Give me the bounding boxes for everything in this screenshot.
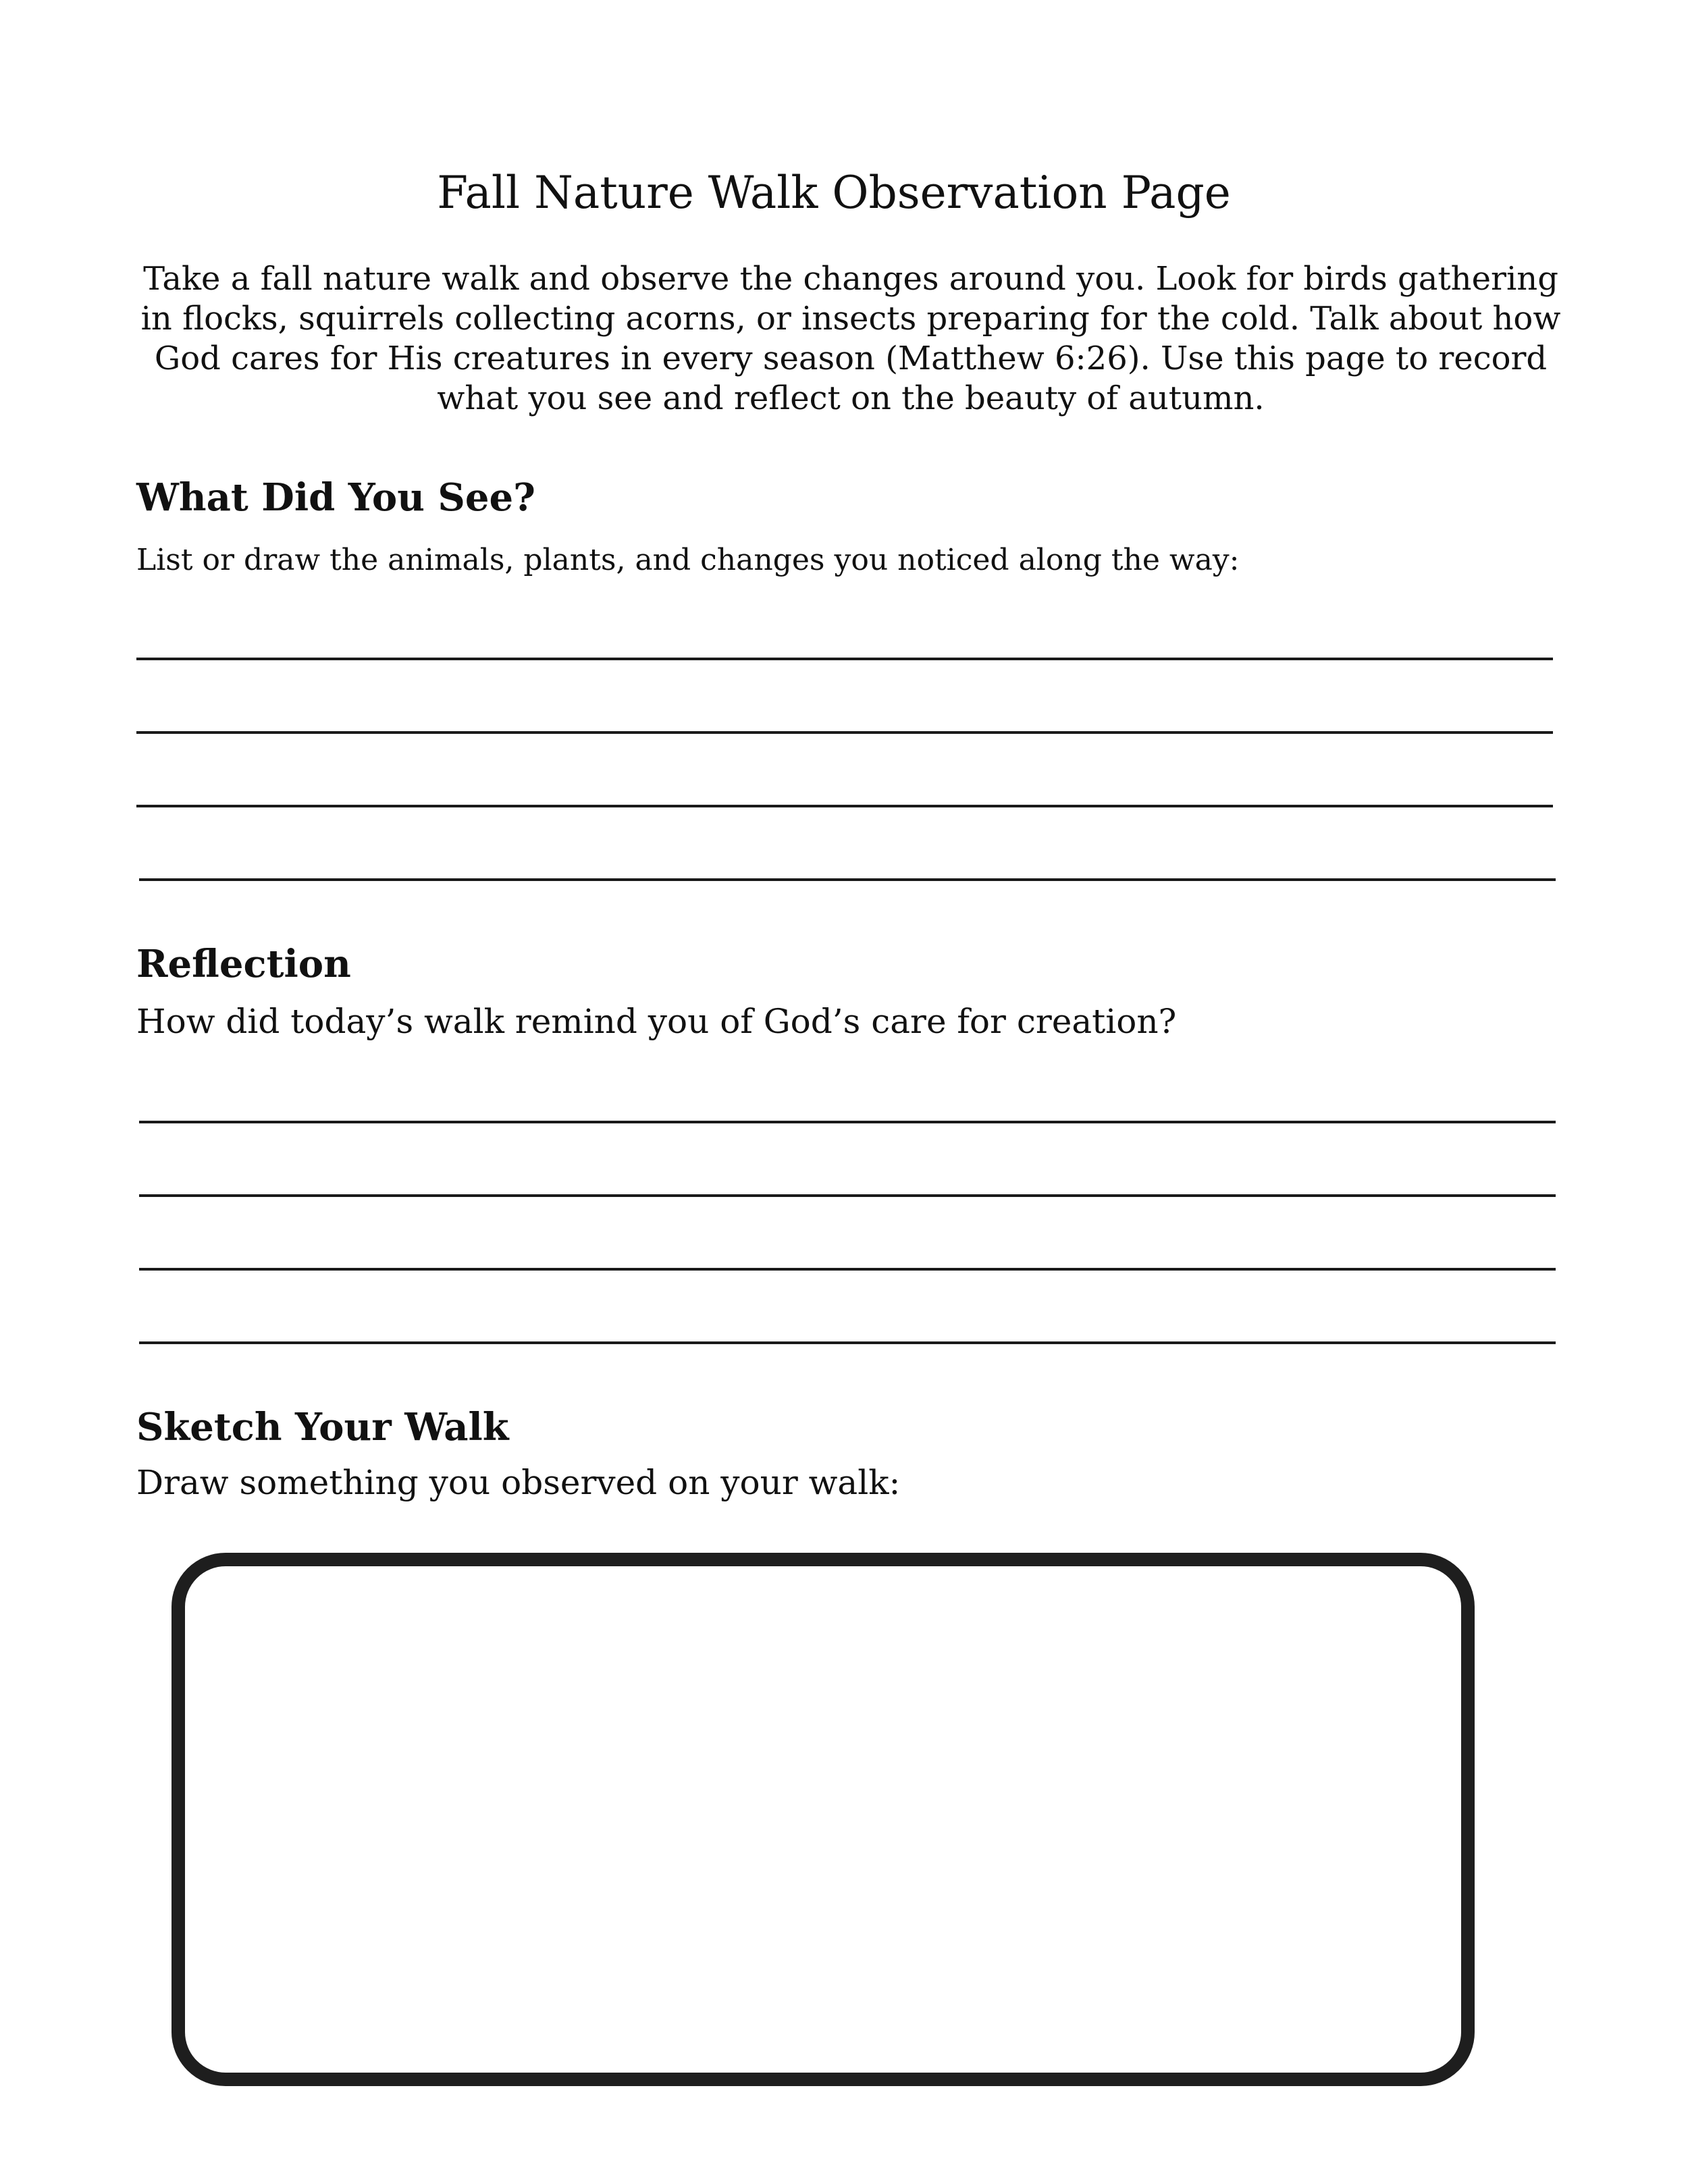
reflection-writing-line-3[interactable] <box>139 1268 1556 1271</box>
observation-writing-line-1[interactable] <box>136 658 1553 660</box>
observation-writing-line-2[interactable] <box>136 731 1553 734</box>
reflection-writing-line-1[interactable] <box>139 1121 1556 1123</box>
reflection-prompt: How did today’s walk remind you of God’s care for creation? <box>136 1002 1177 1041</box>
reflection-writing-line-2[interactable] <box>139 1194 1556 1197</box>
reflection-writing-line-4[interactable] <box>139 1341 1556 1344</box>
observation-writing-line-3[interactable] <box>136 805 1553 807</box>
what-did-you-see-heading: What Did You See? <box>136 475 535 520</box>
observation-writing-line-4[interactable] <box>139 878 1556 881</box>
sketch-prompt: Draw something you observed on your walk: <box>136 1463 901 1502</box>
intro-paragraph: Take a fall nature walk and observe the changes around you. Look for birds gathering in flocks, squirrels collecting acorns, or insects preparing for the cold. Talk about how God cares for His creatures in every season (Matthew 6:26). Use this page to record what you see and reflect on the beauty of autumn. <box>140 260 1561 417</box>
what-did-you-see-prompt: List or draw the animals, plants, and changes you noticed along the way: <box>136 543 1240 577</box>
sketch-heading: Sketch Your Walk <box>136 1405 509 1449</box>
sketch-drawing-box[interactable] <box>172 1553 1475 2086</box>
reflection-heading: Reflection <box>136 942 351 986</box>
page-title: Fall Nature Walk Observation Page <box>437 167 1231 219</box>
